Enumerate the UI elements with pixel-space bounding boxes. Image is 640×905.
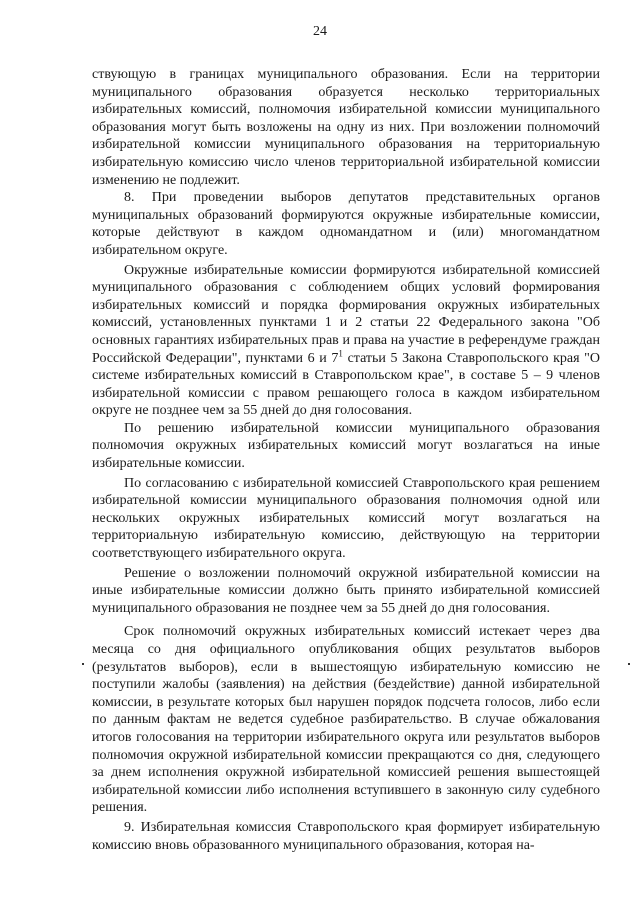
document-body bbox=[92, 66, 600, 854]
page-number: 24 bbox=[313, 24, 327, 39]
paragraph-item-8: 8. При проведении выборов депутатов представительных органов муниципальных образований формируются окружные избирательные комиссии, которые действуют в каждом одномандатном и (или) многомандатном избирательном округе. bbox=[92, 190, 600, 258]
paragraph-district-commissions bbox=[92, 262, 600, 420]
scan-speck bbox=[628, 663, 630, 665]
paragraph-district-commissions-text-b: статьи 5 Закона Ставропольского края "О системе избирательных комиссий в Ставропольском крае", в составе 5 – 9 членов избирательной комиссии с правом решающего голоса в каждом избирательном округе не позднее чем за 55 дней до дня голосования. bbox=[92, 350, 600, 419]
paragraph-decision: Решение о возложении полномочий окружной избирательной комиссии на иные избирательные комиссии должно быть принято избирательной комиссией муниципального образования не позднее чем за 55 дней до дня голосования. bbox=[92, 565, 600, 616]
paragraph-agreement: По согласованию с избирательной комиссией Ставропольского края решением избирательной комиссии муниципального образования полномочия одной или нескольких окружных избирательных комиссий могут возлагаться на территориальную избирательную комиссию, действующую на территории соответствующего избирательного округа. bbox=[92, 475, 600, 562]
paragraph-district-commissions-text-a: Окружные избирательные комиссии формируются избирательной комиссией муниципального образования с соблюдением общих условий формирования избирательных комиссий и порядка формирования окружных избирательных комиссий, установленных пунктами 1 и 2 статьи 22 Федерального закона "Об основных гарантиях избирательных прав и права на участие в референдуме граждан Российской Федерации", пунктами 6 и 7 bbox=[92, 262, 600, 366]
paragraph-delegation: По решению избирательной комиссии муниципального образования полномочия окружных избирательных комиссий могут возлагаться на иные избирательные комиссии. bbox=[92, 420, 600, 472]
paragraph-continuation: ствующую в границах муниципального образования. Если на территории муниципального образования образуется несколько территориальных избирательных комиссий, полномочия избирательной комиссии муниципального образования могут быть возложены на одну из них. При возложении полномочий избирательной комиссии муниципального образования на территориальную избирательную комиссию число членов территориальной избирательной комиссии изменению не подлежит. bbox=[92, 67, 600, 188]
paragraph-item-9: 9. Избирательная комиссия Ставропольского края формирует избирательную комиссию вновь образованного муниципального образования, которая на- bbox=[92, 819, 600, 853]
scan-speck bbox=[82, 663, 84, 665]
paragraph-term: Срок полномочий окружных избирательных комиссий истекает через два месяца со дня официального опубликования общих результатов выборов (результатов выборов), если в вышестоящую избирательную комиссию не поступили жалобы (заявления) на действия (бездействие) данной избирательной комиссии, в результате которых был нарушен порядок подсчета голосов, либо если по данным фактам не ведется судебное разбирательство. В случае обжалования итогов голосования на территории избирательного округа или результатов выборов полномочия окружной избирательной комиссии прекращаются со дня, следующего за днем исполнения окружной избирательной комиссией решения вышестоящей избирательной комиссии либо исполнения вступившего в законную силу судебного решения. bbox=[92, 624, 600, 816]
superscript-footnote: 1 bbox=[338, 347, 343, 358]
